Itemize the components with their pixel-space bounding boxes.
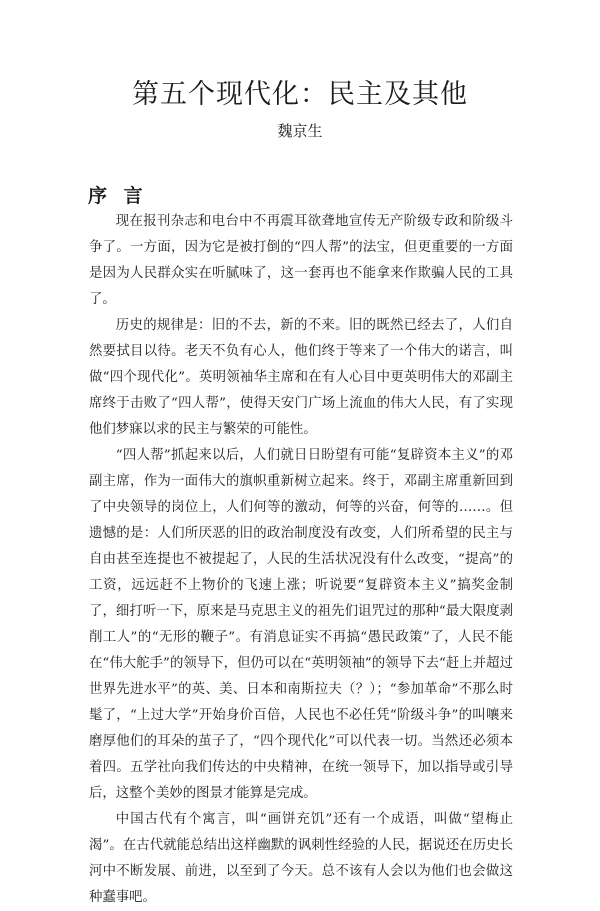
paragraph: “四人帮”抓起来以后，人们就日日盼望有可能“复辟资本主义”的邓副主席，作为一面伟大的旗帜重新树立起来。终于，邓副主席重新回到了中央领导的岗位上，人们何等的激动，何等的兴奋，何等的……。但遗憾的是：人们所厌恶的旧的政治制度没有改变，人们所希望的民主与自由甚至连提也不被提起了，人民的生活状况没有什么改变，“提高”的工资，远远赶不上物价的飞速上涨；听说要“复辟资本主义”搞奖金制了，细打听一下，原来是马克思主义的祖先们诅咒过的那种“最大限度剥削工人”的“无形的鞭子”。有消息证实不再搞“愚民政策”了，人民不能在“伟大舵手”的领导下，但仍可以在“英明领袖”的领导下去“赶上并超过世界先进水平”的英、美、日本和南斯拉夫（？）；“参加革命”不那么时髦了，“上过大学”开始身价百倍，人民也不必任凭“阶级斗争”的叫嚷来磨厚他们的耳朵的茧子了，“四个现代化”可以代表一切。当然还必须本着四。五学社向我们传达的中央精神，在统一领导下，加以指导或引导后，这整个美妙的图景才能算是完成。 bbox=[89, 448, 513, 801]
section-heading: 序 言 bbox=[88, 185, 148, 207]
body-text bbox=[89, 209, 513, 911]
document-title: 第五个现代化：民主及其他 bbox=[132, 79, 468, 110]
paragraph: 现在报刊杂志和电台中不再震耳欲聋地宣传无产阶级专政和阶级斗争了。一方面，因为它是被打倒的“四人帮”的法宝，但更重要的一方面是因为人民群众实在听腻味了，这一套再也不能拿来作欺骗人民的工具了。 bbox=[89, 214, 513, 307]
author-name: 魏京生 bbox=[277, 122, 323, 140]
paragraph: 历史的规律是：旧的不去，新的不来。旧的既然已经去了，人们自然要拭目以待。老天不负有心人，他们终于等来了一个伟大的诺言，叫做“四个现代化”。英明领袖华主席和在有人心目中更英明伟大的邓副主席终于击败了“四人帮”，使得天安门广场上流血的伟大人民，有了实现他们梦寐以求的民主与繁荣的可能性。 bbox=[89, 318, 513, 437]
paragraph: 中国古代有个寓言，叫“画饼充饥”还有一个成语，叫做“望梅止渴”。在古代就能总结出这样幽默的讽刺性经验的人民，据说还在历史长河中不断发展、前进，以至到了今天。总不该有人会以为他们也会做这种蠢事吧。 bbox=[89, 812, 513, 905]
